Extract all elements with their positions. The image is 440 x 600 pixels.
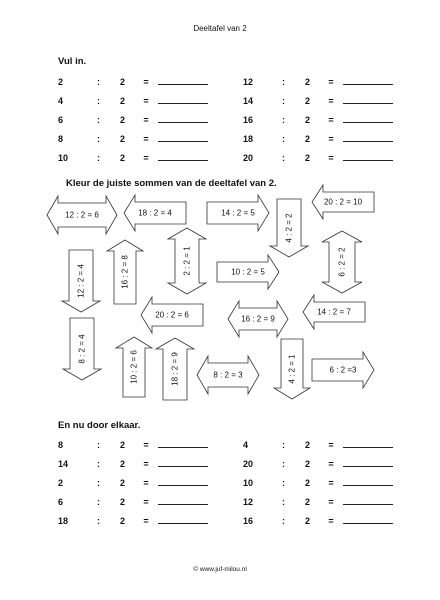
- dividend: 12: [243, 77, 254, 87]
- arrow-sum: 14 : 2 = 7: [317, 307, 351, 317]
- arrow-sum: 12 : 2 = 4: [76, 264, 86, 298]
- exercise-row: [58, 431, 393, 450]
- dividend: 2: [58, 478, 64, 488]
- dividend: 6: [58, 497, 64, 507]
- exercise-left: [58, 459, 243, 469]
- section2-heading: Kleur de juiste sommen van de deeltafel van 2.: [66, 178, 277, 189]
- arrow-card[interactable]: [63, 318, 101, 380]
- arrow-card[interactable]: [312, 185, 374, 219]
- answer-blank[interactable]: [158, 485, 208, 486]
- divide-sign: :: [282, 497, 285, 507]
- divisor: 2: [304, 153, 310, 163]
- divide-sign: :: [282, 134, 285, 144]
- divide-sign: :: [97, 77, 100, 87]
- divide-sign: :: [97, 516, 100, 526]
- answer-blank[interactable]: [343, 447, 393, 448]
- divisor: 2: [119, 440, 125, 450]
- exercise-left: [58, 478, 243, 488]
- arrow-card[interactable]: [107, 240, 143, 304]
- arrow-card[interactable]: [156, 338, 194, 400]
- divisor: 2: [119, 115, 125, 125]
- equals-sign: =: [143, 77, 149, 87]
- dividend: 8: [58, 440, 64, 450]
- dividend: 6: [58, 115, 64, 125]
- equals-sign: =: [328, 478, 334, 488]
- divisor: 2: [304, 96, 310, 106]
- equals-sign: =: [143, 440, 149, 450]
- exercise-left: [58, 497, 243, 507]
- divisor: 2: [119, 459, 125, 469]
- exercise-row: [58, 507, 393, 526]
- arrow-card[interactable]: [322, 231, 362, 293]
- equals-sign: =: [328, 153, 334, 163]
- arrow-sum: 14 : 2 = 5: [221, 208, 255, 218]
- answer-blank[interactable]: [158, 447, 208, 448]
- arrow-card[interactable]: [303, 295, 365, 329]
- arrow-card[interactable]: [141, 297, 203, 333]
- equals-sign: =: [143, 478, 149, 488]
- divisor: 2: [119, 497, 125, 507]
- equals-sign: =: [143, 115, 149, 125]
- divisor: 2: [304, 440, 310, 450]
- exercise-right: [243, 459, 393, 469]
- arrow-card[interactable]: [207, 195, 269, 231]
- dividend: 14: [58, 459, 69, 469]
- equals-sign: =: [328, 497, 334, 507]
- exercise-left: [58, 516, 243, 526]
- divisor: 2: [119, 96, 125, 106]
- answer-blank[interactable]: [158, 466, 208, 467]
- exercise-row: [58, 488, 393, 507]
- dividend: 8: [58, 134, 64, 144]
- equals-sign: =: [328, 459, 334, 469]
- section3-exercises: [58, 431, 393, 526]
- dividend: 10: [58, 153, 69, 163]
- exercise-left: [58, 440, 243, 450]
- dividend: 14: [243, 96, 254, 106]
- arrow-card[interactable]: [62, 250, 100, 312]
- arrow-sum: 4 : 2 = 2: [284, 213, 294, 243]
- arrow-sum: 16 : 2 = 9: [241, 314, 275, 324]
- divisor: 2: [304, 516, 310, 526]
- section3-heading: En nu door elkaar.: [58, 420, 141, 431]
- dividend: 2: [58, 77, 64, 87]
- page-title: Deeltafel van 2: [193, 24, 247, 33]
- answer-blank[interactable]: [158, 504, 208, 505]
- arrow-sum: 12 : 2 = 6: [65, 210, 99, 220]
- arrow-sum: 4 : 2 = 1: [287, 354, 297, 384]
- divide-sign: :: [282, 459, 285, 469]
- equals-sign: =: [328, 77, 334, 87]
- arrow-card[interactable]: [47, 196, 117, 234]
- dividend: 18: [58, 516, 69, 526]
- dividend: 4: [58, 96, 64, 106]
- divisor: 2: [304, 77, 310, 87]
- equals-sign: =: [328, 115, 334, 125]
- dividend: 20: [243, 459, 254, 469]
- arrow-sum: 2 : 2 = 1: [182, 246, 192, 276]
- equals-sign: =: [143, 153, 149, 163]
- divide-sign: :: [282, 115, 285, 125]
- divide-sign: :: [282, 153, 285, 163]
- answer-blank[interactable]: [158, 523, 208, 524]
- equals-sign: =: [143, 96, 149, 106]
- dividend: 16: [243, 115, 254, 125]
- equals-sign: =: [143, 459, 149, 469]
- arrow-card[interactable]: [197, 356, 259, 394]
- divisor: 2: [304, 459, 310, 469]
- divide-sign: :: [282, 440, 285, 450]
- divide-sign: :: [97, 497, 100, 507]
- footer-copyright: © www.juf-milou.nl: [193, 566, 247, 573]
- divisor: 2: [304, 115, 310, 125]
- divisor: 2: [119, 134, 125, 144]
- equals-sign: =: [328, 96, 334, 106]
- arrow-sum: 18 : 2 = 9: [170, 352, 180, 386]
- divide-sign: :: [97, 153, 100, 163]
- dividend: 4: [243, 440, 249, 450]
- arrow-sum: 10 : 2 = 6: [129, 350, 139, 384]
- equals-sign: =: [143, 497, 149, 507]
- divide-sign: :: [282, 478, 285, 488]
- arrow-card[interactable]: [312, 352, 374, 388]
- arrow-sum: 20 : 2 = 6: [155, 310, 189, 320]
- dividend: 20: [243, 153, 254, 163]
- divide-sign: :: [282, 516, 285, 526]
- arrow-sum: 18 : 2 = 4: [138, 208, 172, 218]
- arrow-sum: 16 : 2 = 8: [120, 255, 130, 289]
- equals-sign: =: [328, 516, 334, 526]
- dividend: 10: [243, 478, 254, 488]
- dividend: 18: [243, 134, 254, 144]
- arrow-sum: 6 : 2 =3: [329, 365, 357, 375]
- dividend: 16: [243, 516, 254, 526]
- arrow-sum: 8 : 2 = 4: [77, 334, 87, 364]
- divisor: 2: [304, 134, 310, 144]
- divide-sign: :: [97, 96, 100, 106]
- equals-sign: =: [143, 516, 149, 526]
- exercise-right: [243, 440, 393, 450]
- divide-sign: :: [97, 459, 100, 469]
- arrow-sum: 8 : 2 = 3: [213, 370, 243, 380]
- exercise-row: [58, 469, 393, 488]
- divide-sign: :: [97, 478, 100, 488]
- divide-sign: :: [282, 96, 285, 106]
- divide-sign: :: [97, 115, 100, 125]
- answer-blank[interactable]: [343, 523, 393, 524]
- answer-blank[interactable]: [343, 466, 393, 467]
- exercise-right: [243, 478, 393, 488]
- equals-sign: =: [328, 134, 334, 144]
- divisor: 2: [119, 153, 125, 163]
- divide-sign: :: [97, 440, 100, 450]
- arrow-card[interactable]: [168, 228, 206, 294]
- answer-blank[interactable]: [343, 485, 393, 486]
- equals-sign: =: [328, 440, 334, 450]
- arrow-card[interactable]: [270, 199, 308, 257]
- dividend: 12: [243, 497, 254, 507]
- answer-blank[interactable]: [343, 504, 393, 505]
- divisor: 2: [304, 497, 310, 507]
- section1-heading: Vul in.: [58, 56, 87, 67]
- divisor: 2: [119, 478, 125, 488]
- arrow-card[interactable]: [274, 339, 310, 399]
- arrow-card[interactable]: [217, 255, 279, 289]
- arrow-card[interactable]: [116, 337, 152, 397]
- exercise-row: [58, 450, 393, 469]
- divisor: 2: [304, 478, 310, 488]
- divisor: 2: [119, 516, 125, 526]
- divisor: 2: [119, 77, 125, 87]
- arrow-card[interactable]: [228, 301, 288, 337]
- exercise-right: [243, 516, 393, 526]
- arrow-sum: 6 : 2 = 2: [337, 247, 347, 277]
- exercise-right: [243, 497, 393, 507]
- arrow-card[interactable]: [124, 195, 186, 231]
- divide-sign: :: [282, 77, 285, 87]
- divide-sign: :: [97, 134, 100, 144]
- arrow-sum: 20 : 2 = 10: [323, 197, 363, 207]
- equals-sign: =: [143, 134, 149, 144]
- arrow-sum: 10 : 2 = 5: [231, 267, 265, 277]
